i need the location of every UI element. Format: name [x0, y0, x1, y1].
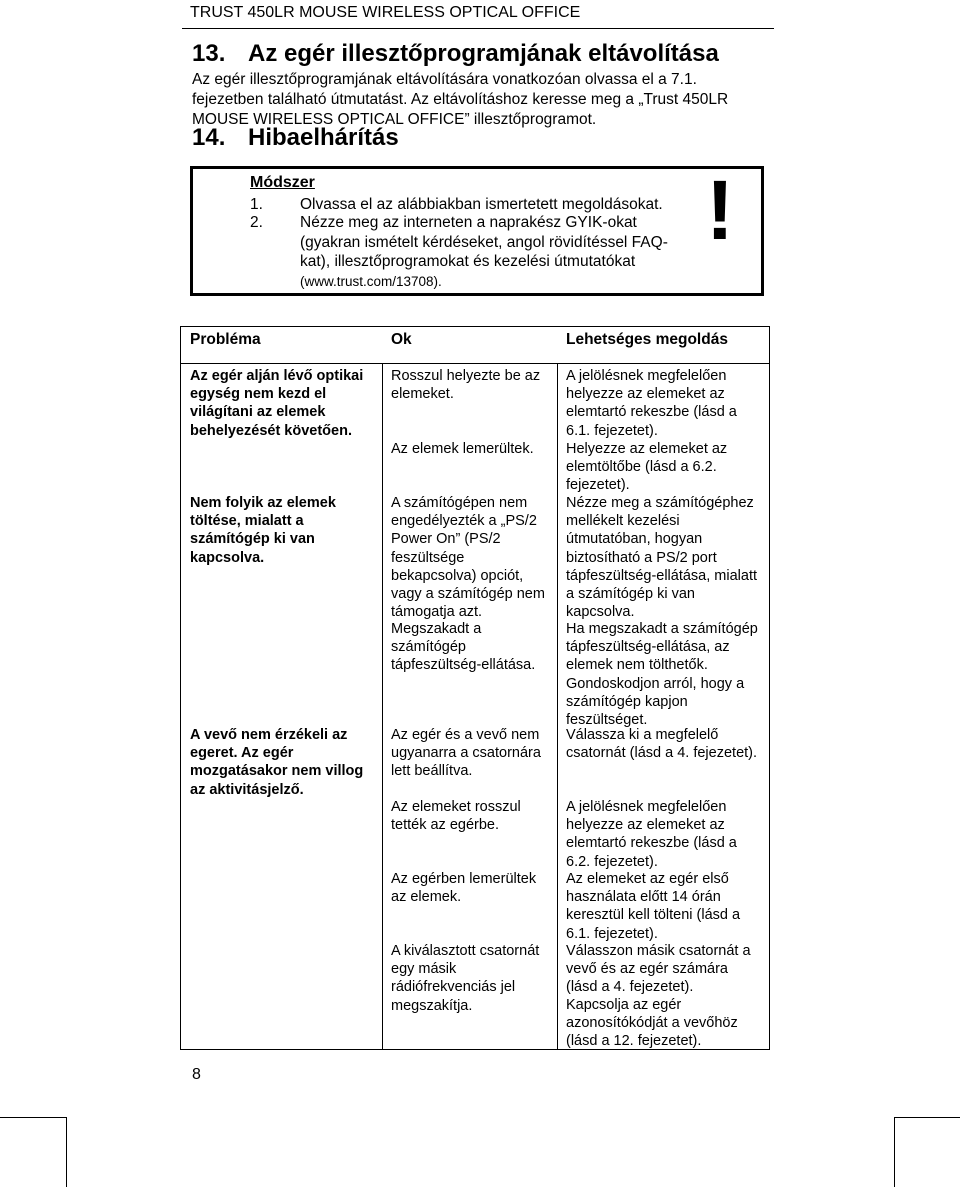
cause-cell: Az egérben lemerültek az elemek. [391, 871, 537, 906]
column-header-solution: Lehetséges megoldás [566, 331, 728, 348]
solution-cell: Helyezze az elemeket az elemtöltőbe (lásd a 6.2. fejezetet). [566, 441, 728, 494]
cause-cell: Az egér és a vevő nem ugyanarra a csatornára lett beállítva. [391, 727, 541, 780]
solution-cell: Válasszon másik csatornát a vevő és az egér számára (lásd a 4. fejezetet). [566, 943, 751, 996]
solution-cell: Válassza ki a megfelelő csatornát (lásd a 4. fejezetet). [566, 727, 758, 762]
warning-exclamation-icon: ! [706, 163, 734, 257]
problem-cell: A vevő nem érzékeli az egeret. Az egér mozgatásakor nem villog az aktivitásjelző. [190, 727, 364, 798]
solution-cell: Nézze meg a számítógéphez mellékelt kezelési útmutatóban, hogyan biztosítható a PS/2 port tápfeszültség-ellátása, mialatt a számítógép ki van kapcsolva. [566, 495, 758, 621]
section-13-title-text: Az egér illesztőprogramjának eltávolítása [248, 40, 719, 67]
step-number: 2. [250, 214, 263, 231]
column-header-problem: Probléma [190, 331, 261, 348]
column-divider [557, 364, 558, 1050]
column-header-cause: Ok [391, 331, 412, 348]
solution-cell: Az elemeket az egér első használata előtt 14 órán keresztül kell tölteni (lásd a 6.1. fejezetet). [566, 871, 741, 942]
solution-cell: Kapcsolja az egér azonosítókódját a vevőhöz (lásd a 12. fejezetet). [566, 997, 738, 1050]
problem-cell: Az egér alján lévő optikai egység nem kezd el világítani az elemek behelyezését követően. [190, 368, 364, 439]
step-number: 1. [250, 196, 263, 213]
cause-cell: A számítógépen nem engedélyezték a „PS/2 Power On” (PS/2 feszültsége bekapcsolva) opciót, vagy a számítógép nem támogatja azt. [391, 495, 545, 621]
cause-cell: Megszakadt a számítógép tápfeszültség-ellátása. [391, 621, 536, 674]
solution-cell: A jelölésnek megfelelően helyezze az elemeket az elemtartó rekeszbe (lásd a 6.2. fejezetet). [566, 799, 737, 870]
trust-url: (www.trust.com/13708). [300, 273, 442, 289]
crop-mark [66, 1117, 67, 1187]
page-number: 8 [192, 1066, 201, 1083]
header-rule [182, 28, 774, 29]
cause-cell: Rosszul helyezte be az elemeket. [391, 368, 541, 403]
step-text: Nézze meg az interneten a naprakész GYIK-okat (gyakran ismételt kérdéseket, angol rövidítéssel FAQ-kat), illesztőprogramokat és kezelési útmutatókat [300, 214, 668, 270]
crop-mark [0, 1117, 66, 1118]
crop-mark [894, 1117, 895, 1187]
solution-cell: A jelölésnek megfelelően helyezze az elemeket az elemtartó rekeszbe (lásd a 6.1. fejezetet). [566, 368, 737, 439]
section-13-number: 13. [192, 40, 226, 67]
solution-cell: Ha megszakadt a számítógép tápfeszültség-ellátása, az elemek nem tölthetők. Gondoskodjon arról, hogy a számítógép kapjon feszültséget. [566, 621, 758, 729]
method-heading: Módszer [250, 174, 315, 191]
crop-mark [894, 1117, 960, 1118]
method-step-1 [250, 195, 663, 215]
step-text: Olvassa el az alábbiakban ismertetett megoldásokat. [300, 196, 663, 213]
section-14-title [192, 124, 399, 152]
section-13-title [192, 40, 719, 68]
section-13-body: Az egér illesztőprogramjának eltávolítására vonatkozóan olvassa el a 7.1. fejezetben található útmutatást. Az eltávolításhoz keresse meg a „Trust 450LR MOUSE WIRELESS OPTICAL OFFICE” illesztőprogramot. [192, 71, 729, 128]
section-14-title-text: Hibaelhárítás [248, 124, 399, 151]
cause-cell: A kiválasztott csatornát egy másik rádiófrekvenciás jel megszakítja. [391, 943, 540, 1014]
running-header: TRUST 450LR MOUSE WIRELESS OPTICAL OFFICE [190, 4, 581, 21]
method-step-2 [250, 213, 670, 291]
section-14-number: 14. [192, 124, 226, 151]
column-divider [382, 364, 383, 1050]
cause-cell: Az elemeket rosszul tették az egérbe. [391, 799, 521, 834]
cause-cell: Az elemek lemerültek. [391, 441, 534, 457]
problem-cell: Nem folyik az elemek töltése, mialatt a számítógép ki van kapcsolva. [190, 495, 336, 566]
